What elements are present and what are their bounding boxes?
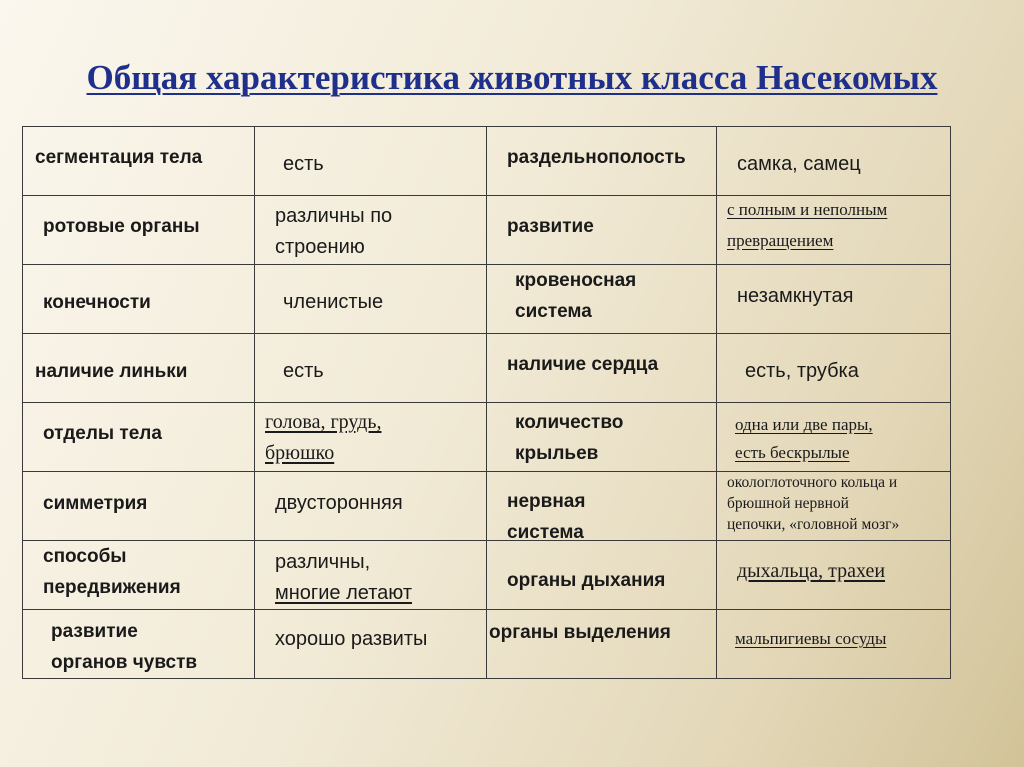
row-label: ротовые органы [43,216,200,237]
table-cell [255,472,487,541]
table-cell [255,334,487,403]
table-cell [717,127,951,196]
table-cell [487,334,717,403]
table-cell [255,403,487,472]
table-cell [23,472,255,541]
table-cell [487,541,717,610]
row-label: развитие органов чувств [51,621,198,673]
table-row [23,472,951,541]
row-label: нервная система [507,491,586,541]
characteristics-table [22,126,951,679]
table-cell [717,334,951,403]
table-cell [487,472,717,541]
row-value: незамкнутая [737,285,854,307]
table-cell [255,541,487,610]
table-cell [255,265,487,334]
table-row [23,127,951,196]
table-cell [717,403,951,472]
row-label: конечности [43,292,151,313]
row-label: наличие линьки [35,361,188,382]
row-value: двусторонняя [275,492,403,514]
row-value: окологлоточного кольца и брюшной нервной цепочки, «головной мозг» [727,474,900,533]
row-value: голова, грудь, брюшко [265,411,382,464]
row-label: количество крыльев [515,412,624,464]
table-cell [255,127,487,196]
table-cell [255,610,487,679]
table-cell [255,196,487,265]
row-value: членистые [283,291,384,313]
table-cell [23,541,255,610]
row-value: есть [283,153,324,175]
row-value: хорошо развиты [275,628,428,650]
table-row [23,403,951,472]
table-cell [717,541,951,610]
row-value: различны, многие летают [275,551,412,604]
table-cell [717,265,951,334]
table-cell [717,196,951,265]
table-cell [23,196,255,265]
table-cell [487,196,717,265]
row-value: самка, самец [737,153,861,175]
row-label: симметрия [43,493,148,514]
table-cell [23,334,255,403]
row-value: одна или две пары, есть бескрылые [735,415,873,462]
row-value: есть, трубка [745,360,859,382]
row-label: органы выделения [489,622,671,643]
row-label: способы передвижения [43,546,181,598]
slide-title: Общая характеристика животных класса Насекомых [86,58,938,97]
row-label: развитие [507,216,594,237]
table-row [23,541,951,610]
table-cell [23,127,255,196]
row-value: мальпигиевы сосуды [735,629,887,648]
row-label: органы дыхания [507,570,666,591]
table-row [23,334,951,403]
table-cell [23,610,255,679]
table-cell [23,265,255,334]
row-label: сегментация тела [35,147,203,168]
row-label: раздельнополость [507,147,686,168]
row-value: различны по строению [275,205,393,258]
table-cell [717,610,951,679]
table-cell [487,127,717,196]
table-row [23,196,951,265]
table-cell [23,403,255,472]
table-cell [487,403,717,472]
row-value: с полным и неполным превращением [727,200,888,250]
table-row [23,610,951,679]
row-value: дыхальца, трахеи [737,560,886,582]
table-cell [717,472,951,541]
row-label: кровеносная система [515,270,637,322]
table-cell [487,610,717,679]
row-label: наличие сердца [507,354,659,375]
row-value: есть [283,360,324,382]
table-cell [487,265,717,334]
table-row [23,265,951,334]
row-label: отделы тела [43,423,162,444]
